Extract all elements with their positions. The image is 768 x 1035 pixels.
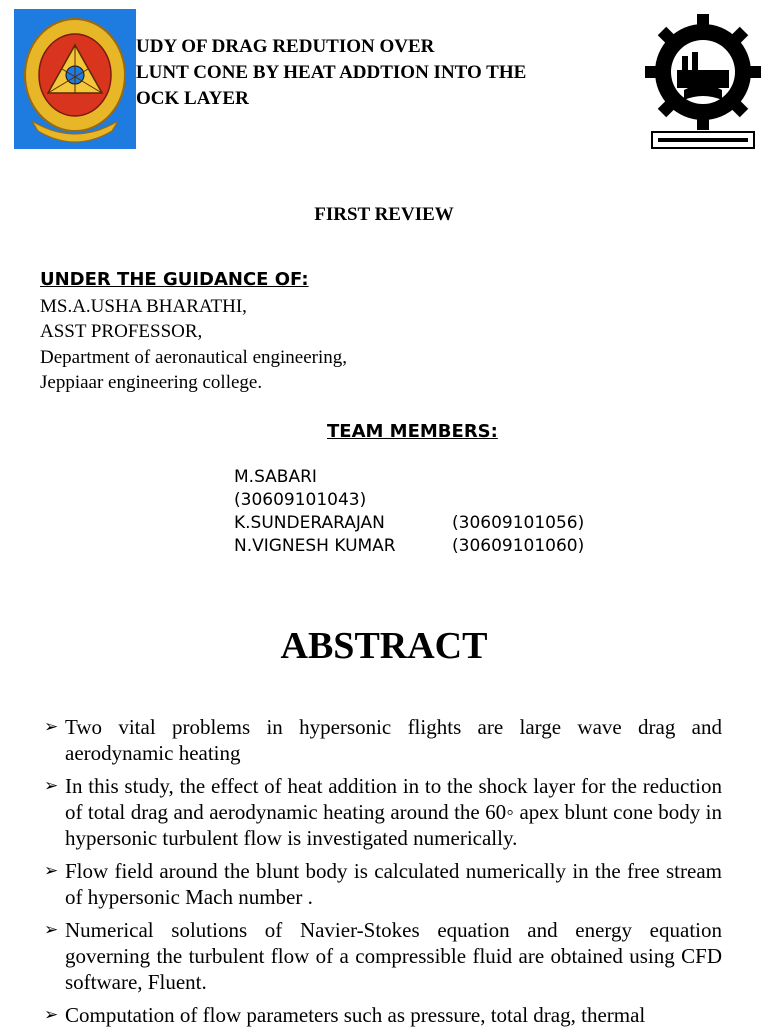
abstract-bullet-list <box>44 714 722 1035</box>
guidance-heading: UNDER THE GUIDANCE OF: <box>40 269 309 290</box>
member-name: M.SABARI <box>234 467 317 487</box>
abstract-bullet <box>44 714 722 766</box>
arrow-bullet-icon: ➢ <box>44 776 59 795</box>
bullet-text: Numerical solutions of Navier-Stokes equation and energy equation governing the turbulent flow of a compressible fluid are obtained using CFD software, Fluent. <box>65 918 722 994</box>
team-heading: TEAM MEMBERS: <box>327 421 498 442</box>
member-name: (30609101043) <box>234 490 367 510</box>
bullet-text: Flow field around the blunt body is calculated numerically in the free stream of hypersonic Mach number . <box>65 859 722 909</box>
bullet-text: Two vital problems in hypersonic flights are large wave drag and aerodynamic heating <box>65 715 722 765</box>
title-line-2: LUNT CONE BY HEAT ADDTION INTO THE <box>136 62 527 83</box>
bullet-text: Computation of flow parameters such as pressure, total drag, thermal <box>65 1003 646 1027</box>
team-member <box>234 466 654 489</box>
team-member <box>234 535 654 558</box>
team-member <box>234 512 654 535</box>
member-name: K.SUNDERARAJAN <box>234 513 385 533</box>
member-name: N.VIGNESH KUMAR <box>234 536 396 556</box>
guide-college: Jeppiaar engineering college. <box>40 372 263 393</box>
guide-name: MS.A.USHA BHARATHI, <box>40 296 247 317</box>
member-roll: (30609101060) <box>452 536 585 556</box>
review-label: FIRST REVIEW <box>314 204 454 225</box>
college-logo <box>14 9 136 149</box>
abstract-bullet <box>44 917 722 995</box>
title-line-3: OCK LAYER <box>136 88 249 109</box>
abstract-bullet <box>44 773 722 851</box>
arrow-bullet-icon: ➢ <box>44 861 59 880</box>
arrow-bullet-icon: ➢ <box>44 1005 59 1024</box>
abstract-bullet <box>44 1002 722 1028</box>
guide-department: Department of aeronautical engineering, <box>40 347 348 368</box>
arrow-bullet-icon: ➢ <box>44 920 59 939</box>
title-line-1: UDY OF DRAG REDUTION OVER <box>136 36 435 57</box>
member-roll: (30609101056) <box>452 513 585 533</box>
abstract-bullet <box>44 858 722 910</box>
university-logo <box>644 10 762 152</box>
team-member <box>234 489 654 512</box>
bullet-text: In this study, the effect of heat addition in to the shock layer for the reduction of total drag and aerodynamic heating around the 60◦ apex blunt cone body in hypersonic turbulent flow is investigated numerically. <box>65 774 722 850</box>
arrow-bullet-icon: ➢ <box>44 717 59 736</box>
guide-designation: ASST PROFESSOR, <box>40 321 203 342</box>
team-list <box>234 466 654 558</box>
abstract-heading: ABSTRACT <box>280 625 488 667</box>
